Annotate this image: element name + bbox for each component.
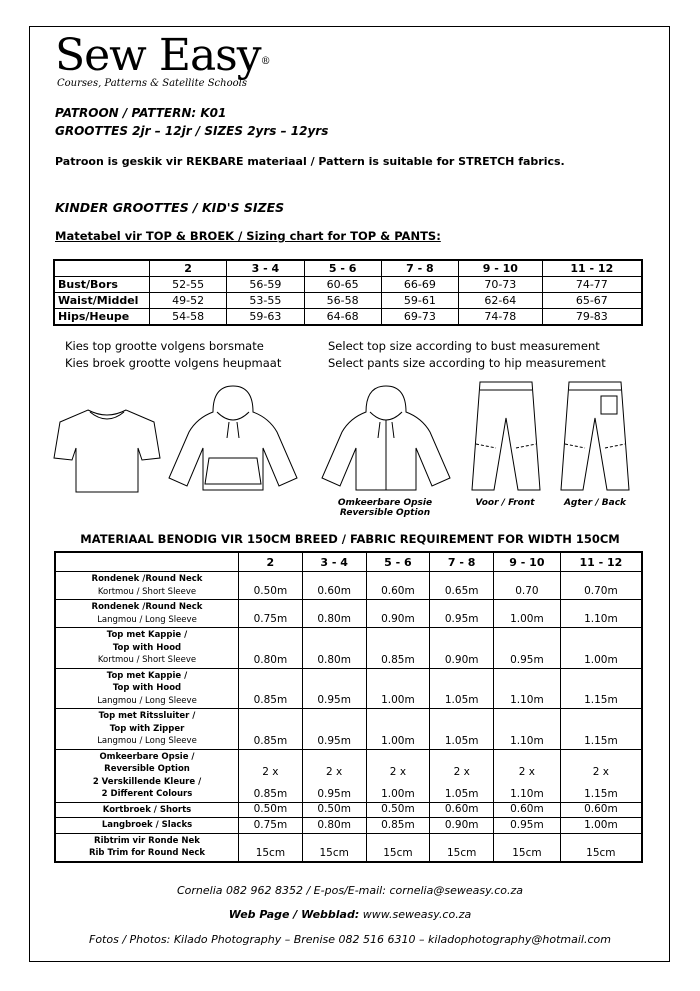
- material-cell: [366, 709, 430, 750]
- material-amount: 0.80m: [317, 613, 351, 625]
- material-cell: [430, 572, 494, 600]
- material-cell: [239, 628, 303, 669]
- material-amount: 1.05m: [444, 694, 479, 706]
- material-row: [55, 802, 642, 818]
- material-header-cell: 2: [239, 552, 303, 572]
- material-amount: 15cm: [512, 846, 542, 859]
- material-cell: [494, 628, 561, 669]
- material-amount: 0.50m: [253, 803, 288, 815]
- material-cell: [302, 628, 366, 669]
- material-row: [55, 709, 642, 750]
- material-cell: [560, 833, 642, 862]
- material-cell: [366, 572, 430, 600]
- material-cell: [430, 600, 494, 628]
- material-amount: 0.50m: [317, 803, 351, 815]
- sizing-cell: 64-68: [304, 309, 381, 326]
- sizing-row-label: Bust/Bors: [54, 277, 150, 293]
- material-row-label: [55, 749, 239, 802]
- material-cell: [560, 749, 642, 802]
- sizing-header-row: [54, 260, 642, 277]
- material-header-row: [55, 552, 642, 572]
- material-cell: [494, 749, 561, 802]
- material-cell: [494, 833, 561, 862]
- material-amount: 1.15m: [584, 787, 618, 800]
- material-label-bold: 2 Different Colours: [101, 789, 193, 799]
- material-amount: 1.00m: [381, 787, 415, 800]
- material-amount: 0.75m: [253, 818, 288, 831]
- material-amount: 0.75m: [253, 613, 288, 625]
- material-amount: 0.60m: [317, 585, 351, 597]
- material-label-bold: Top met Kappie /: [106, 670, 188, 681]
- note-af-top: Kies top grootte volgens borsmate: [65, 339, 264, 353]
- sizing-cell: 69-73: [381, 309, 458, 326]
- sizing-cell: 59-61: [381, 293, 458, 309]
- material-label-bold: Rib Trim for Round Neck: [88, 848, 206, 858]
- material-row-label: [55, 600, 239, 628]
- material-label-bold: Langbroek / Slacks: [101, 820, 193, 830]
- material-amount: 1.15m: [584, 734, 618, 747]
- material-row-label: [55, 709, 239, 750]
- material-amount: 0.65m: [444, 585, 479, 597]
- material-cell: [560, 802, 642, 818]
- material-amount: 0.80m: [253, 653, 288, 666]
- material-multiplier: 2 x: [262, 765, 279, 778]
- material-cell: [560, 628, 642, 669]
- material-amount: 0.85m: [381, 653, 415, 666]
- footer-web: [0, 908, 700, 921]
- material-cell: [366, 600, 430, 628]
- sizing-row-label: Waist/Middel: [54, 293, 150, 309]
- material-label-bold: Ribtrim vir Ronde Nek: [94, 835, 200, 846]
- pattern-line: PATROON / PATTERN: K01: [55, 106, 227, 120]
- sizing-row: [54, 293, 642, 309]
- notes-afrikaans: [65, 338, 281, 372]
- material-label-plain: Langmou / Long Sleeve: [97, 695, 197, 706]
- material-amount: 15cm: [255, 846, 286, 859]
- notes-english: [328, 338, 606, 372]
- material-row: [55, 600, 642, 628]
- sizing-cell: 59-63: [227, 309, 304, 326]
- material-amount: 0.85m: [381, 818, 415, 831]
- material-label-bold: Top with Hood: [112, 642, 182, 653]
- material-cell: [494, 709, 561, 750]
- material-row: [55, 572, 642, 600]
- material-amount: 1.10m: [584, 613, 618, 625]
- material-cell: [239, 833, 303, 862]
- material-label-bold: Rondenek /Round Neck: [91, 602, 203, 612]
- material-cell: [302, 818, 366, 834]
- sizing-header-cell: 11 - 12: [542, 260, 642, 277]
- material-amount: 0.90m: [381, 613, 415, 625]
- pants-back-illustration: [555, 378, 635, 496]
- material-header-cell: 9 - 10: [494, 552, 561, 572]
- material-cell: [430, 749, 494, 802]
- sizing-cell: 70-73: [459, 277, 543, 293]
- material-row: [55, 668, 642, 709]
- sizing-header-cell: 5 - 6: [304, 260, 381, 277]
- material-label-bold: Top with Hood: [112, 683, 182, 693]
- material-amount: 0.95m: [317, 694, 351, 706]
- material-amount: 1.10m: [510, 734, 544, 747]
- material-label-bold: Reversible Option: [104, 764, 190, 774]
- material-amount: 0.90m: [444, 818, 479, 831]
- material-row: [55, 628, 642, 669]
- material-amount: 0.80m: [317, 818, 351, 831]
- material-amount: 1.10m: [510, 694, 544, 706]
- material-cell: [239, 818, 303, 834]
- material-amount: 15cm: [383, 846, 413, 859]
- material-row-label: [55, 802, 239, 818]
- material-header-cell: 3 - 4: [302, 552, 366, 572]
- sizing-title: Matetabel vir TOP & BROEK / Sizing chart for TOP & PANTS:: [55, 229, 441, 243]
- material-amount: 0.50m: [381, 803, 415, 815]
- stretch-note: Patroon is geskik vir REKBARE materiaal / Pattern is suitable for STRETCH fabrics.: [55, 155, 565, 168]
- material-cell: [430, 802, 494, 818]
- material-cell: [302, 709, 366, 750]
- material-multiplier: 2 x: [518, 765, 536, 778]
- sizing-header-cell: 2: [150, 260, 227, 277]
- material-amount: 0.95m: [444, 613, 479, 625]
- sizing-cell: 74-78: [459, 309, 543, 326]
- material-amount: 0.95m: [510, 653, 544, 666]
- material-amount: 0.95m: [510, 818, 544, 831]
- material-amount: 0.60m: [510, 803, 544, 815]
- material-label-plain: Kortmou / Short Sleeve: [97, 586, 197, 597]
- material-cell: [366, 818, 430, 834]
- sizing-cell: 62-64: [459, 293, 543, 309]
- material-row-label: [55, 628, 239, 669]
- material-cell: [430, 833, 494, 862]
- footer-contact: Cornelia 082 962 8352 / E-pos/E-mail: cornelia@seweasy.co.za: [176, 884, 524, 897]
- material-amount: 0.70m: [584, 585, 618, 597]
- material-amount: 1.00m: [510, 613, 544, 625]
- material-header-cell: 7 - 8: [430, 552, 494, 572]
- material-cell: [560, 668, 642, 709]
- material-amount: 0.60m: [584, 803, 618, 815]
- pants-front-illustration: [466, 378, 546, 496]
- material-label-bold: Top met Ritssluiter /: [98, 711, 196, 721]
- sizing-cell: 56-59: [227, 277, 304, 293]
- material-cell: [302, 600, 366, 628]
- material-row: [55, 818, 642, 834]
- material-amount: 0.95m: [317, 734, 351, 747]
- material-cell: [366, 802, 430, 818]
- material-cell: [302, 833, 366, 862]
- material-cell: [494, 572, 561, 600]
- material-amount: 0.80m: [317, 653, 351, 666]
- material-header-cell: 5 - 6: [366, 552, 430, 572]
- sizing-header-cell: 7 - 8: [381, 260, 458, 277]
- material-table: [54, 551, 643, 863]
- material-amount: 1.05m: [444, 787, 479, 800]
- material-cell: [494, 802, 561, 818]
- material-cell: [239, 749, 303, 802]
- material-label-bold: Rondenek /Round Neck: [91, 574, 203, 584]
- material-label-bold: Kortbroek / Shorts: [102, 804, 192, 815]
- material-label-plain: Langmou / Long Sleeve: [97, 736, 197, 746]
- material-cell: [239, 802, 303, 818]
- material-row-label: [55, 572, 239, 600]
- material-amount: 15cm: [446, 846, 477, 859]
- sizing-cell: 60-65: [304, 277, 381, 293]
- sizing-table: [53, 259, 643, 326]
- footer-web-label: Web Page / Webblad:: [228, 908, 360, 921]
- material-amount: 0.90m: [444, 653, 479, 666]
- material-multiplier: 2 x: [592, 765, 609, 778]
- material-cell: [494, 668, 561, 709]
- caption-reversible-af: Omkeerbare Opsie: [337, 498, 433, 508]
- material-row: [55, 749, 642, 802]
- caption-front: Voor / Front: [475, 498, 535, 508]
- note-af-pants: Kies broek grootte volgens heupmaat: [65, 356, 282, 370]
- material-amount: 1.00m: [584, 818, 618, 831]
- material-cell: [430, 628, 494, 669]
- material-amount: 15cm: [586, 846, 616, 859]
- material-title: MATERIAAL BENODIG VIR 150CM BREED / FABRIC REQUIREMENT FOR WIDTH 150CM: [80, 532, 620, 546]
- sizes-line: GROOTTES 2jr – 12jr / SIZES 2yrs – 12yrs: [55, 124, 329, 138]
- material-cell: [494, 600, 561, 628]
- material-cell: [366, 833, 430, 862]
- material-amount: 1.00m: [381, 734, 415, 747]
- material-cell: [239, 600, 303, 628]
- sizing-row-label: Hips/Heupe: [54, 309, 150, 326]
- material-cell: [560, 572, 642, 600]
- material-multiplier: 2 x: [453, 765, 470, 778]
- material-cell: [560, 709, 642, 750]
- material-amount: 0.50m: [253, 585, 288, 597]
- logo-title: Sew Easy: [55, 30, 261, 81]
- sizing-header-cell: 3 - 4: [227, 260, 304, 277]
- sizing-header-cell: [54, 260, 150, 277]
- material-cell: [366, 749, 430, 802]
- tshirt-illustration: [50, 400, 165, 495]
- material-amount: 1.00m: [584, 653, 618, 666]
- material-row: [55, 833, 642, 862]
- note-en-pants: Select pants size according to hip measurement: [328, 356, 606, 370]
- sizing-cell: 65-67: [542, 293, 642, 309]
- registered-mark: ®: [260, 56, 270, 67]
- material-row-label: [55, 833, 239, 862]
- material-cell: [430, 668, 494, 709]
- material-label-plain: Kortmou / Short Sleeve: [97, 655, 197, 665]
- material-amount: 0.85m: [253, 787, 288, 800]
- material-row-label: [55, 818, 239, 834]
- material-cell: [560, 818, 642, 834]
- material-amount: 1.05m: [444, 734, 479, 747]
- material-amount: 0.95m: [317, 787, 351, 800]
- material-amount: 0.60m: [444, 803, 479, 815]
- material-amount: 0.85m: [253, 734, 288, 747]
- material-header-cell: [55, 552, 239, 572]
- sizing-cell: 56-58: [304, 293, 381, 309]
- material-amount: 1.00m: [381, 694, 415, 706]
- note-en-top: Select top size according to bust measurement: [328, 339, 600, 353]
- sizing-cell: 49-52: [150, 293, 227, 309]
- footer-web-url: www.seweasy.co.za: [362, 908, 472, 921]
- logo: [55, 32, 270, 89]
- caption-reversible: [330, 498, 440, 518]
- kids-heading: KINDER GROOTTES / KID'S SIZES: [55, 200, 285, 215]
- caption-reversible-en: Reversible Option: [339, 508, 431, 518]
- material-multiplier: 2 x: [326, 765, 343, 778]
- sizing-cell: 79-83: [542, 309, 642, 326]
- material-cell: [239, 668, 303, 709]
- material-header-cell: 11 - 12: [560, 552, 642, 572]
- material-cell: [366, 668, 430, 709]
- material-cell: [302, 749, 366, 802]
- sizing-cell: 66-69: [381, 277, 458, 293]
- material-cell: [430, 709, 494, 750]
- material-cell: [494, 818, 561, 834]
- material-amount: 0.60m: [381, 585, 415, 597]
- footer-photos: Fotos / Photos: Kilado Photography – Brenise 082 516 6310 – kiladophotography@hotmail.com: [89, 933, 611, 946]
- material-row-label: [55, 668, 239, 709]
- logo-subtitle: Courses, Patterns & Satellite Schools: [57, 78, 247, 89]
- hoodie-illustration: [165, 382, 300, 500]
- material-cell: [239, 709, 303, 750]
- material-amount: 15cm: [319, 846, 349, 859]
- sizing-cell: 53-55: [227, 293, 304, 309]
- material-label-bold: Omkeerbare Opsie /: [99, 751, 195, 762]
- material-label-bold: 2 Verskillende Kleure /: [92, 776, 202, 787]
- material-cell: [560, 600, 642, 628]
- material-label-plain: Langmou / Long Sleeve: [97, 614, 197, 625]
- sizing-row: [54, 277, 642, 293]
- material-cell: [239, 572, 303, 600]
- material-cell: [366, 628, 430, 669]
- material-amount: 1.10m: [510, 787, 544, 800]
- material-amount: 1.15m: [584, 694, 618, 706]
- material-label-bold: Top met Kappie /: [106, 630, 188, 640]
- material-amount: 0.70: [515, 585, 539, 597]
- zipper-jacket-illustration: [318, 382, 453, 500]
- material-cell: [302, 572, 366, 600]
- sizing-cell: 54-58: [150, 309, 227, 326]
- sizing-header-cell: 9 - 10: [459, 260, 543, 277]
- material-amount: 0.85m: [253, 694, 288, 706]
- sizing-row: [54, 309, 642, 326]
- sizing-cell: 52-55: [150, 277, 227, 293]
- caption-back: Agter / Back: [563, 498, 627, 508]
- material-cell: [302, 668, 366, 709]
- material-multiplier: 2 x: [389, 765, 407, 778]
- material-cell: [430, 818, 494, 834]
- material-label-bold: Top with Zipper: [109, 723, 185, 734]
- material-cell: [302, 802, 366, 818]
- sizing-cell: 74-77: [542, 277, 642, 293]
